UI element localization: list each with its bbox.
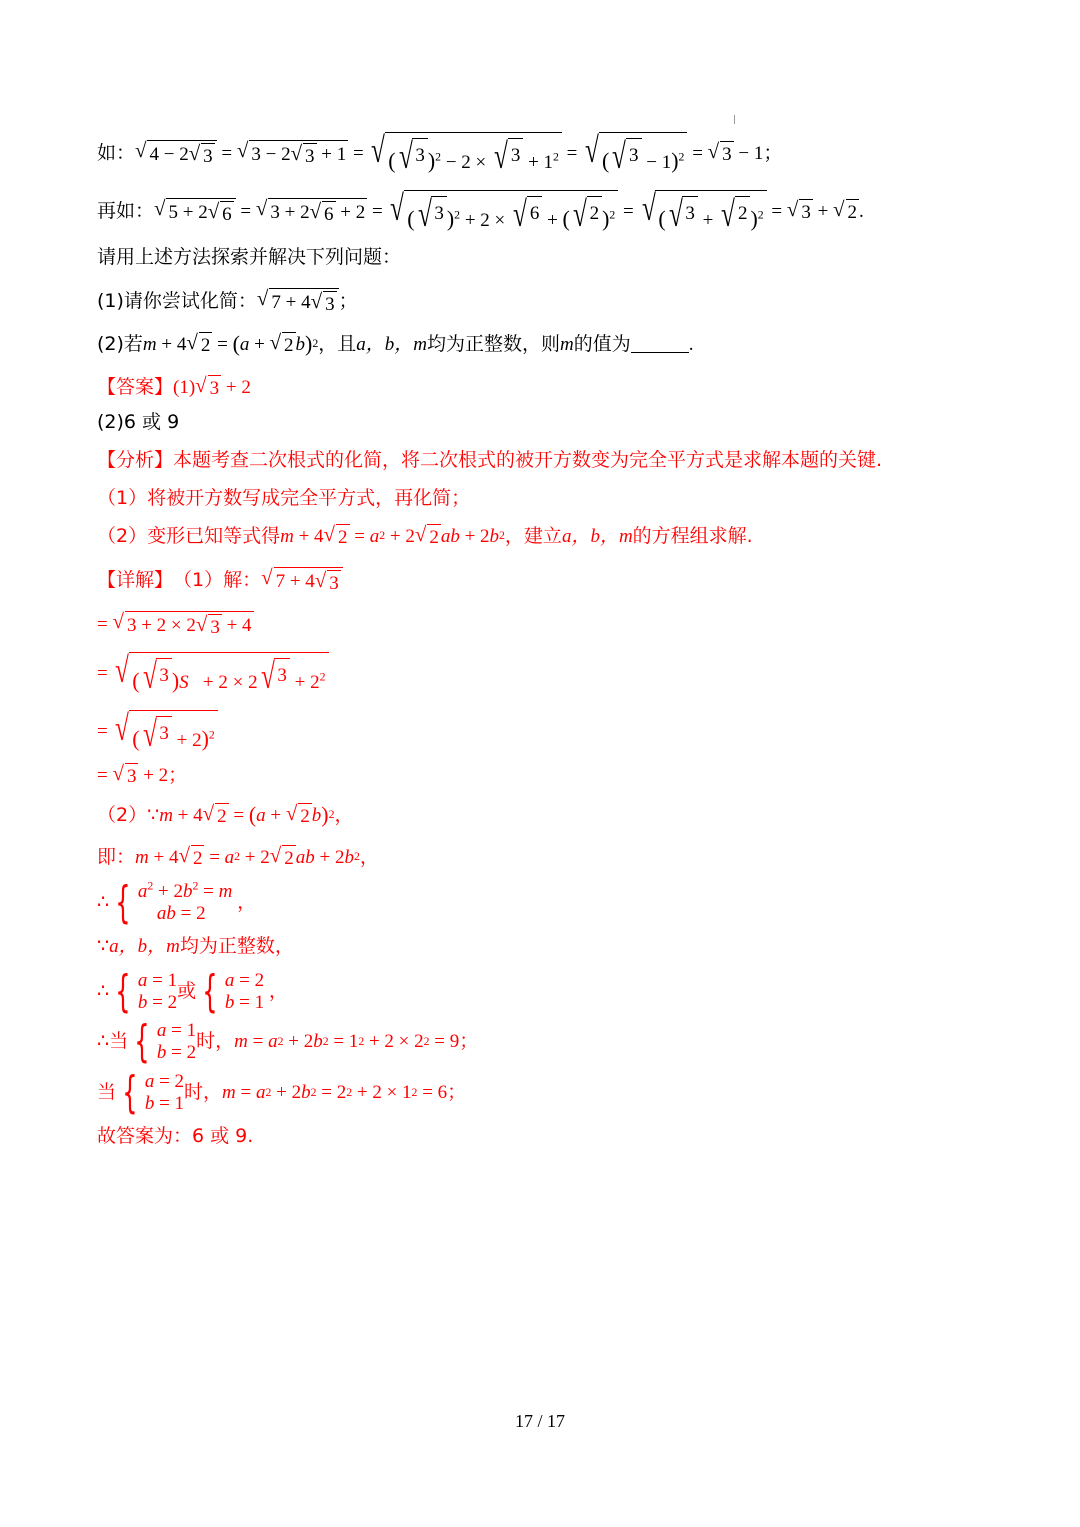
detail-part-1-label: （1）解：: [173, 569, 262, 592]
or-word: 或: [177, 980, 197, 1003]
equation-system: { $a^2 + 2b^2 = m$ ab = 2: [115, 877, 233, 928]
detail-part-2-label: （2）∵: [97, 803, 160, 826]
analysis-line-1: [97, 451, 882, 470]
question-2-vars: a，b，m: [356, 333, 427, 355]
detail-solutions: ∴ { a = 1 b = 2 或 { a = 2 b = 1 ，: [97, 966, 288, 1017]
example-2-label: 再如：: [97, 200, 155, 223]
radical: √ 3: [786, 197, 811, 224]
analysis-step-1: （1）将被开方数写成完全平方式，再化简；: [97, 487, 471, 509]
detail-case-1: ∴ 当 { a = 1 b = 2 时， m = a 2 + 2 b 2 = 1 2 + 2 × 2 2 = 9；: [97, 1016, 479, 1067]
radical: √ 3: [195, 373, 220, 399]
question-2-period: .: [688, 333, 694, 355]
analysis-line-3: （2）变形已知等式得 m + 4 √ 2 = a 2 + 2 √ 2 ab + 2 b 2 ，建立 a，b，m 的方程组求解.: [97, 522, 753, 548]
detail-step-1: = √ 3 + 2 × 2 √ 3 + 4: [97, 609, 252, 638]
when-word: 当: [97, 1081, 117, 1104]
radical: √ 5 + 2 √ 6: [154, 198, 236, 226]
detail-step-4: = √ 3 + 2；: [97, 761, 188, 787]
detail-since: [97, 937, 294, 956]
radical: √ ( √ 3 )$^2$ − 2 × √ 3 + $1^2$: [368, 132, 561, 176]
question-2-end: 的值为: [573, 332, 631, 355]
answer-line-2: [97, 413, 179, 432]
answer-line-1: 【答案】 (1) √ 3 + 2: [97, 373, 251, 399]
question-2: (2)若 m + 4 √ 2 = ( a + √ 2 b ) 2 ，且 a，b，m 均为正整数，则 m 的值为 .: [97, 330, 694, 356]
radical: √ 7 + 4 √ 3: [261, 567, 343, 595]
radical: √ 7 + 4 √ 3: [257, 288, 339, 316]
example-1: 如： √ 4 − 2 √ 3 = √ 3 − 2 √ 3 + 1 = √ ( √ 3 )$^2$ − 2 × √ 3 + $1^2$ = √ ( √ 3 − 1)$^2$ = √ 3 − 1；: [97, 130, 783, 176]
question-2-mid: ，且: [318, 332, 357, 355]
final-answer: 故答案为：6 或 9.: [97, 1125, 254, 1147]
question-1-label: (1)请你尝试化简：: [97, 290, 257, 313]
analysis-step-2-post: ，建立: [504, 524, 562, 547]
detail-case-2: 当 { a = 2 b = 1 时， m = a 2 + 2 b 2 = 2 2 + 2 × 1 2 = 6；: [97, 1067, 467, 1118]
radical: √ 2: [833, 197, 857, 224]
radical: √ 3: [112, 761, 137, 787]
analysis-step-2-pre: （2）变形已知等式得: [97, 524, 281, 547]
detail-since-tail: 均为正整数，: [179, 935, 294, 957]
radical: √ 4 − 2 √ 3: [135, 140, 217, 168]
question-2-m: m: [559, 333, 574, 355]
instruction-text: 请用上述方法探索并解决下列问题：: [97, 246, 402, 268]
question-2-tail: 均为正整数，则: [426, 332, 560, 355]
radical: √ 3 − 2 √ 3 + 1: [236, 137, 347, 167]
analysis-line-2: [97, 489, 470, 508]
case-2-system: { a = 2 b = 1: [122, 1067, 185, 1118]
question-2-label: (2)若: [97, 332, 143, 355]
page-number: 17 / 17: [514, 1411, 565, 1431]
analysis-step-2-end: 的方程组求解.: [632, 524, 753, 547]
when-word: 当: [109, 1030, 129, 1053]
answer-part-2: (2)6 或 9: [97, 411, 180, 433]
detail-step-3: = √ ( √ 3 + 2)$^2$: [97, 710, 218, 754]
answer-part-1-label: (1): [173, 376, 196, 398]
question-1: (1)请你尝试化简： √ 7 + 4 √ 3 ；: [97, 286, 358, 315]
instruction: [97, 248, 401, 267]
case-1-system: { a = 1 b = 2: [134, 1016, 197, 1067]
radical: √ 2: [202, 801, 227, 827]
example-1-label: 如：: [97, 142, 136, 165]
radical: √ 2: [269, 330, 294, 356]
answer-tag: 【答案】: [97, 375, 174, 398]
analysis-text: 本题考查二次根式的化简，将二次根式的被开方数变为完全平方式是求解本题的关键.: [173, 449, 883, 471]
radical: √ 2: [186, 330, 211, 356]
example-2: 再如： √ 5 + 2 √ 6 = √ 3 + 2 √ 6 + 2 = √ ( √ 3 )$^2$ + 2 × √ 6 + ( √ 2 )$^2$ = √ ( √ 3 + √ 2 )$^2$ = √ 3 + √ 2 .: [97, 188, 864, 234]
radical: √ ( √ 3 )S + 2 × 2 √ 3 + $2^2$: [112, 652, 328, 696]
radical: √ ( √ 3 − 1)$^2$: [582, 132, 687, 176]
radical: √ 3: [707, 139, 732, 166]
time-word: 时，: [184, 1081, 223, 1104]
detail-ie-label: 即：: [97, 845, 136, 868]
time-word: 时，: [196, 1030, 235, 1053]
detail-part-2: （2）∵ m + 4 √ 2 = ( a + √ 2 b ) 2 ，: [97, 801, 354, 827]
analysis-tag: 【分析】: [97, 449, 174, 471]
detail-final: [97, 1127, 253, 1146]
radical: √ 2: [178, 843, 203, 869]
radical: √ ( √ 3 + 2)$^2$: [112, 710, 217, 754]
radical: √ 3 + 2 √ 6 + 2: [255, 195, 366, 225]
radical: √ 2: [414, 522, 439, 548]
solution-system-1: { a = 1 b = 2: [115, 966, 178, 1017]
radical: √ 2: [269, 843, 294, 869]
detail-system: ∴ { $a^2 + 2b^2 = m$ ab = 2 ，: [97, 877, 257, 928]
scan-mark: [734, 115, 735, 124]
since-symbol: ∵: [97, 936, 110, 957]
detail-ie: 即： m + 4 √ 2 = a 2 + 2 √ 2 ab + 2 b 2 ，: [97, 843, 379, 869]
detail-step-2: = √ ( √ 3 )S + 2 × 2 √ 3 + $2^2$: [97, 652, 329, 696]
radical: √ 2: [323, 522, 348, 548]
analysis-step-2-vars: a，b，m: [561, 525, 633, 547]
answer-blank[interactable]: [631, 335, 689, 353]
radical: √ 3 + 2 × 2 √ 3 + 4: [112, 609, 252, 638]
solution-system-2: { a = 2 b = 1: [202, 966, 265, 1017]
radical: √ ( √ 3 )$^2$ + 2 × √ 6 + ( √ 2 )$^2$: [387, 190, 618, 234]
radical: √ ( √ 3 + √ 2 )$^2$: [639, 190, 767, 234]
detail-tag: 【详解】: [97, 569, 174, 592]
detail-line-1: [97, 567, 343, 595]
detail-since-vars: a，b，m: [109, 936, 180, 957]
radical: √ 2: [285, 801, 310, 827]
